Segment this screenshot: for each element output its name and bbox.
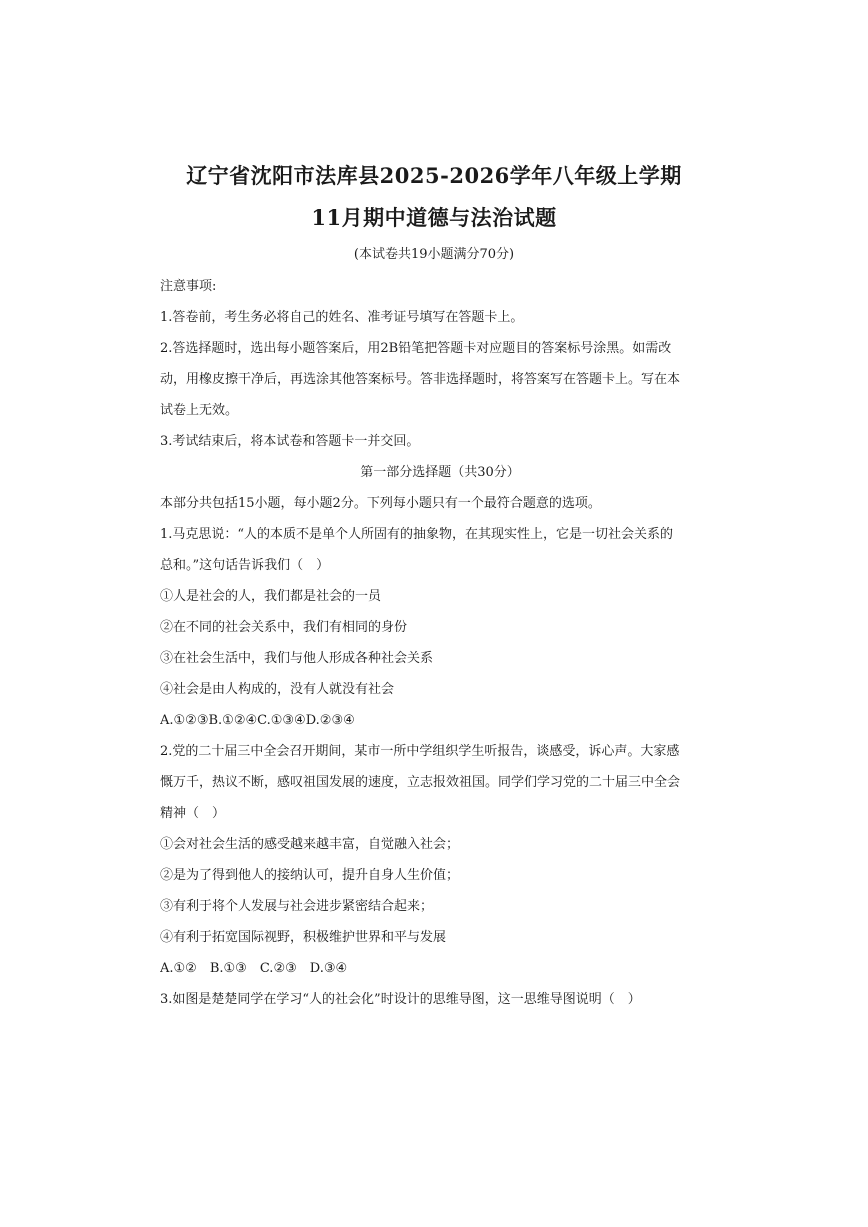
- question-2-stem-line-2: 慨万千，热议不断，感叹祖国发展的速度，立志报效祖国。同学们学习党的二十届三中全会: [160, 775, 681, 790]
- question-1-stem-line-2: 总和。”这句话告诉我们（ ）: [160, 558, 330, 573]
- notice-heading: 注意事项:: [160, 279, 217, 294]
- exam-title-line2: 11月期中道德与法治试题: [311, 205, 557, 230]
- question-2-option-2: ②是为了得到他人的接纳认可，提升自身人生价值；: [160, 868, 460, 883]
- question-1-choices: A.①②③B.①②④C.①③④D.②③④: [160, 713, 355, 728]
- section-intro: 本部分共包括15小题，每小题2分。下列每小题只有一个最符合题意的选项。: [160, 496, 601, 511]
- notice-item-2-line-3: 试卷上无效。: [160, 403, 239, 418]
- question-1-option-2: ②在不同的社会关系中，我们有相同的身份: [160, 620, 408, 635]
- exam-content: [160, 271, 720, 1015]
- question-2-option-4: ④有利于拓宽国际视野，积极维护世界和平与发展: [160, 930, 447, 945]
- question-2-stem-line-1: 2.党的二十届三中全会召开期间，某市一所中学组织学生听报告，谈感受，诉心声。大家感: [160, 744, 680, 759]
- question-3-stem-line-1: 3.如图是楚楚同学在学习“人的社会化”时设计的思维导图，这一思维导图说明（ ）: [160, 992, 641, 1007]
- question-2-option-1: ①会对社会生活的感受越来越丰富，自觉融入社会；: [160, 837, 460, 852]
- question-1-option-1: ①人是社会的人，我们都是社会的一员: [160, 589, 382, 604]
- question-2-stem-line-3: 精神（ ）: [160, 806, 226, 821]
- question-2-option-3: ③有利于将个人发展与社会进步紧密结合起来；: [160, 899, 434, 914]
- exam-title-line1: 辽宁省沈阳市法库县2025-2026学年八年级上学期: [186, 163, 682, 188]
- exam-subtitle: (本试卷共19小题满分70分): [353, 247, 515, 262]
- section-heading: 第一部分选择题（共30分）: [360, 465, 520, 480]
- notice-item-2-line-2: 动，用橡皮擦干净后，再选涂其他答案标号。答非选择题时，将答案写在答题卡上。写在本: [160, 372, 681, 387]
- question-1-option-4: ④社会是由人构成的，没有人就没有社会: [160, 682, 395, 697]
- question-1-option-3: ③在社会生活中，我们与他人形成各种社会关系: [160, 651, 434, 666]
- notice-item-1: 1.答卷前，考生务必将自己的姓名、准考证号填写在答题卡上。: [160, 310, 524, 325]
- question-2-choices: A.①② B.①③ C.②③ D.③④: [160, 961, 348, 976]
- notice-item-3: 3.考试结束后，将本试卷和答题卡一并交回。: [160, 434, 420, 449]
- notice-item-2-line-1: 2.答选择题时，选出每小题答案后，用2B铅笔把答题卡对应题目的答案标号涂黑。如需改: [160, 341, 672, 356]
- question-1-stem-line-1: 1.马克思说：“人的本质不是单个人所固有的抽象物，在其现实性上，它是一切社会关系的: [160, 527, 674, 542]
